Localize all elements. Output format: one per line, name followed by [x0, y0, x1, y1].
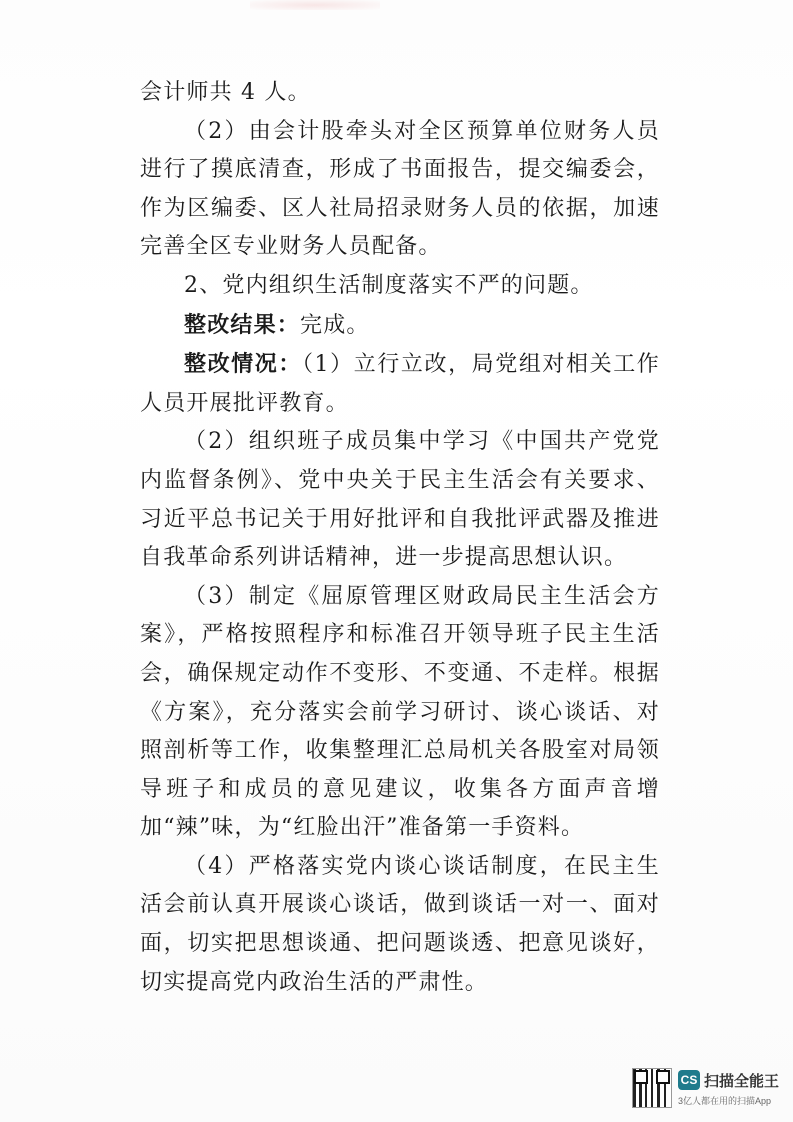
- situation-line: [140, 345, 660, 423]
- watermark-tagline: 3亿人都在用的扫描App: [678, 1096, 772, 1106]
- situation-label: 整改情况：: [184, 351, 302, 378]
- watermark-brand: 扫描全能王: [704, 1073, 780, 1090]
- paragraph-item-4: （4）严格落实党内谈心谈话制度，在民主生活会前认真开展谈心谈话，做到谈话一对一、面对面，切实把思想谈通、把问题谈透、把意见谈好，切实提高党内政治生活的严肃性。: [140, 853, 660, 995]
- camscanner-logo-icon: CS: [678, 1070, 700, 1090]
- qr-code-icon: [632, 1068, 672, 1108]
- scanner-watermark: [632, 1066, 782, 1110]
- paragraph-2: （2）由会计股牵头对全区预算单位财务人员进行了摸底清查，形成了书面报告，提交编委会，作为区编委、区人社局招录财务人员的依据，加速完善全区专业财务人员配备。: [140, 118, 660, 260]
- situation-text: （1）立行立改，局党组对相关工作人员开展批评教育。: [140, 352, 660, 416]
- paragraph-item-2: （2）组织班子成员集中学习《中国共产党党内监督条例》、党中央关于民主生活会有关要求、习近平总书记关于用好批评和自我批评武器及推进自我革命系列讲话精神，进一步提高思想认识。: [140, 429, 660, 571]
- result-line: [140, 306, 660, 346]
- scan-smudge: [250, 0, 380, 10]
- document-body: [140, 74, 660, 1002]
- paragraph-item-3: （3）制定《屈原管理区财政局民主生活会方案》，严格按照程序和标准召开领导班子民主生活会，确保规定动作不变形、不变通、不走样。根据《方案》，充分落实会前学习研讨、谈心谈话、对照剖析等工作，收集整理汇总局机关各股室对局领导班子和成员的意见建议，收集各方面声音增加“辣”味，为“红脸出汗”准备第一手资料。: [140, 583, 660, 841]
- section-heading-2: 2、党内组织生活制度落实不严的问题。: [184, 272, 594, 298]
- paragraph-1: 会计师共 4 人。: [140, 80, 311, 105]
- result-text: 完成。: [300, 312, 370, 338]
- result-label: 整改结果：: [184, 311, 301, 338]
